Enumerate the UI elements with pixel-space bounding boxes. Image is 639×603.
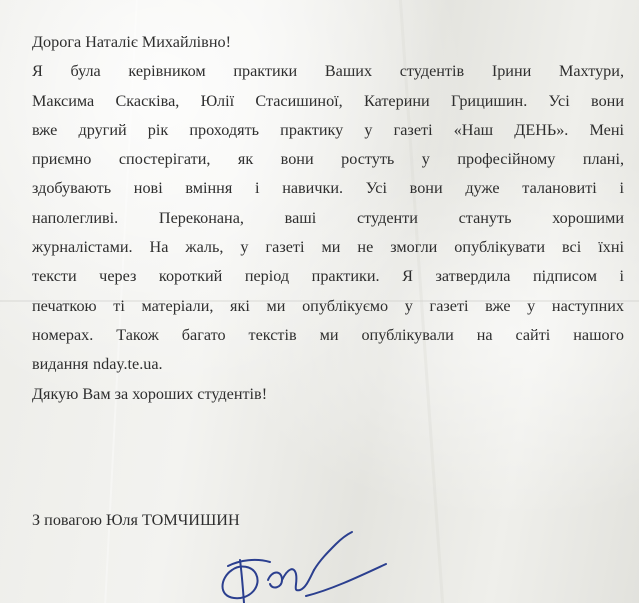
letter-body-line: журналістами. На жаль, у газеті ми не змогли опублікувати всі їхні <box>32 238 624 257</box>
letter-body-line: тексти через короткий період практики. Я затвердила підписом і <box>32 267 624 286</box>
letter-body <box>32 57 624 379</box>
letter-body-line: печаткою ті матеріали, які ми опублікуємо у газеті вже у наступних <box>32 296 624 315</box>
letter-body-line: Максима Скасківа, Юлії Стасишиної, Катерини Грицишин. Усі вони <box>32 91 624 110</box>
letter-body-line: Я була керівником практики Ваших студентів Ірини Махтури, <box>32 62 624 81</box>
letter-body-line: наполегливі. Переконана, ваші студенти стануть хорошими <box>32 208 624 227</box>
letter-closing: З повагою Юля ТОМЧИШИН <box>32 511 240 529</box>
letter-body-line: номерах. Також багато текстів ми опублікували на сайті нашого <box>32 325 624 344</box>
letter-body-line: здобувають нові вміння і навички. Усі вони дуже талановиті і <box>32 179 624 198</box>
letter-body-line: видання nday.te.ua. <box>32 355 163 374</box>
letter-body-line: вже другий рік проходять практику у газеті «Наш ДЕНЬ». Мені <box>32 120 624 139</box>
letter-thanks: Дякую Вам за хороших студентів! <box>32 384 268 403</box>
letter-body-line: приємно спостерігати, як вони ростуть у професійному плані, <box>32 150 624 169</box>
letter-text <box>32 28 624 409</box>
handwritten-signature <box>210 530 410 603</box>
letter-greeting: Дорога Наталіє Михайлівно! <box>32 33 231 51</box>
